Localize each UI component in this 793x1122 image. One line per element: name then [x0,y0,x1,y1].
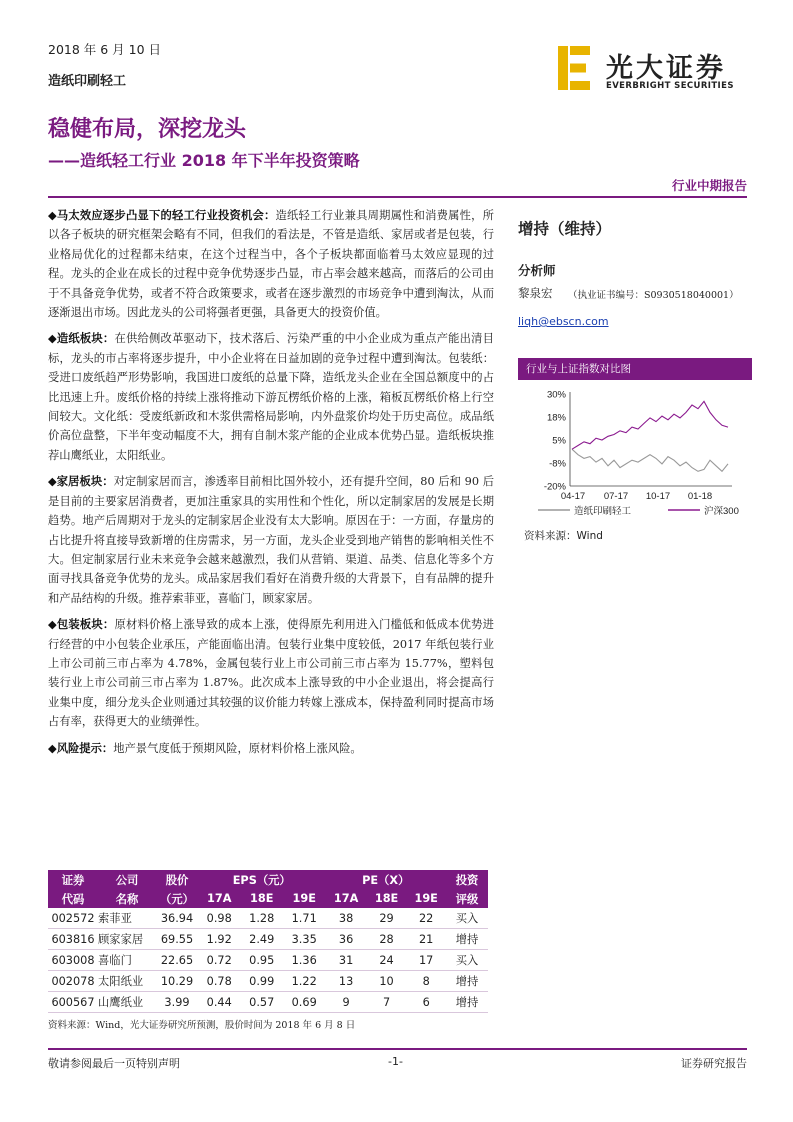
chart-legend-label: 造纸印刷轻工 [574,506,632,517]
cell-pe-18e: 29 [367,908,407,929]
th-pe: PE（X） [325,870,446,889]
cell-pe-18e: 7 [367,992,407,1013]
cell-eps-17a: 0.72 [198,950,240,971]
cell-eps-19e: 1.36 [283,950,325,971]
th-code: 证券 [48,870,98,889]
th-price-2: （元） [156,889,198,908]
sector-label: 造纸印刷轻工 [48,74,127,89]
cell-price: 3.99 [156,992,198,1013]
section-furniture [48,472,494,608]
cell-price: 22.65 [156,950,198,971]
chart-y-tick-label: -20% [543,481,566,493]
cell-eps-19e: 1.71 [283,908,325,929]
section-text: 在供给侧改革驱动下，技术落后、污染严重的中小企业成为重点产能出清目标，龙头的市占率将逐步提升，中小企业将在日益加剧的竞争过程中遭到淘汰。包装纸：受进口废纸趋严形势影响，我国进口废纸的总量下降，造纸龙头企业在全国总额度中的占比迅速上升。废纸价格的持续上涨将推动下游瓦楞纸价格的上涨，箱板瓦楞纸价格上行空间较大。文化纸：受废纸新政和木浆供需格局影响，内外盘浆价均处于历史高位。成品纸价高位盘整，下半年变动幅度不大，拥有自制木浆产能的企业成本优势凸显。造纸板块推荐山鹰纸业，太阳纸业。 [48,332,494,462]
th-pe-17a: 17A [325,889,366,908]
section-heading: ◆家居板块： [48,474,114,489]
report-type: 行业中期报告 [671,178,747,193]
chart-y-tick-label: 5% [552,435,566,447]
cell-pe-17a: 9 [325,992,366,1013]
th-rating: 投资 [446,870,488,889]
cell-rating: 增持 [446,971,488,992]
th-eps: EPS（元） [198,870,325,889]
logo-en: EVERBRIGHT SECURITIES [606,81,734,91]
page-title: 稳健布局，深挖龙头 [48,117,247,142]
main-column [48,206,494,758]
table-row [48,992,488,1013]
th-price: 股价 [156,870,198,889]
th-pe-18e: 18E [367,889,407,908]
header-divider [48,196,747,198]
section-risk [48,739,494,758]
cell-company: 顾家家居 [98,929,156,950]
chart-x-tick-label: 04-17 [560,491,586,502]
logo [558,46,758,96]
cell-code: 603008 [48,950,98,971]
cell-pe-19e: 22 [406,908,446,929]
chart-x-tick-label: 01-18 [687,491,713,502]
cell-eps-18e: 0.99 [240,971,282,992]
th-eps-17a: 17A [198,889,240,908]
cell-rating: 买入 [446,908,488,929]
cell-pe-19e: 8 [406,971,446,992]
cell-company: 喜临门 [98,950,156,971]
chart-y-tick-label: 18% [546,412,566,424]
cell-eps-19e: 1.22 [283,971,325,992]
cell-company: 山鹰纸业 [98,992,156,1013]
th-company-2: 名称 [98,889,156,908]
section-heading: ◆包装板块： [48,617,115,632]
analyst-email[interactable]: liqh@ebscn.com [518,315,609,328]
footer-divider [48,1048,747,1050]
chart-source: 资料来源：Wind [524,530,603,542]
cell-eps-18e: 0.57 [240,992,282,1013]
cell-eps-18e: 1.28 [240,908,282,929]
cell-price: 69.55 [156,929,198,950]
everbright-logo-icon [558,46,592,90]
cell-eps-18e: 2.49 [240,929,282,950]
section-paper [48,329,494,465]
th-code-2: 代码 [48,889,98,908]
th-eps-19e: 19E [283,889,325,908]
cell-price: 36.94 [156,908,198,929]
footer-disclaimer: 敬请参阅最后一页特别声明 [48,1057,180,1070]
cell-eps-17a: 0.98 [198,908,240,929]
analyst-label: 分析师 [518,263,556,278]
cell-eps-17a: 1.92 [198,929,240,950]
stock-table-wrap [48,870,488,1031]
section-heading: ◆风险提示： [48,740,114,755]
chart-title: 行业与上证指数对比图 [518,358,752,380]
cell-pe-19e: 21 [406,929,446,950]
cell-pe-19e: 17 [406,950,446,971]
section-heading: ◆马太效应逐步凸显下的轻工行业投资机会： [48,208,276,222]
cell-rating: 增持 [446,929,488,950]
cell-code: 002078 [48,971,98,992]
report-date: 2018 年 6 月 10 日 [48,42,162,57]
chart-x-tick-label: 07-17 [603,491,629,502]
cell-pe-17a: 36 [325,929,366,950]
th-pe-19e: 19E [406,889,446,908]
cell-company: 索菲亚 [98,908,156,929]
section-text: 原材料价格上涨导致的成本上涨，使得原先利用进入门槛低和低成本优势进行经营的中小包装企业承压，产能面临出清。包装行业集中度较低，2017 年纸包装行业上市公司前三市占率为 4.78%，金属包装行业上市公司前三市占率为 15.77%，塑料包装行业上市公司前三市占率为 1.87%。此次成本上涨导致的中小企业退出，将会提高行业集中度，细分龙头企业则通过其较强的议价能力转嫁上涨成本，保持盈利同时提高市场占有率，获得更大的业绩弹性。 [48,618,494,729]
footer-label: 证券研究报告 [681,1057,747,1070]
section-packaging [48,615,494,731]
table-row [48,971,488,992]
table-source: 资料来源：Wind，光大证券研究所预测，股价时间为 2018 年 6 月 8 日 [48,1020,356,1031]
section-text: 地产景气度低于预期风险，原材料价格上涨风险。 [113,741,362,755]
chart-y-tick-label: -8% [549,458,566,470]
cell-eps-17a: 0.78 [198,971,240,992]
cell-eps-17a: 0.44 [198,992,240,1013]
cell-price: 10.29 [156,971,198,992]
cell-eps-19e: 0.69 [283,992,325,1013]
table-row [48,908,488,929]
th-company: 公司 [98,870,156,889]
analyst-license: （执业证书编号：S0930518040001） [568,290,739,301]
chart-x-tick-label: 10-17 [645,491,671,502]
cell-pe-17a: 38 [325,908,366,929]
cell-pe-18e: 28 [367,929,407,950]
table-row [48,929,488,950]
page-subtitle: ——造纸轻工行业 2018 年下半年投资策略 [48,151,360,170]
logo-cn: 光大证券 [606,53,726,84]
index-comparison-chart [518,382,746,522]
cell-rating: 买入 [446,950,488,971]
section-text: 造纸轻工行业兼具周期属性和消费属性，所以各子板块的研究框架会略有不同，但我们的看法是，不管是造纸、家居或者是包装，行业格局优化的过程都未结束，在这个过程当中，各个子板块都面临着马太效应显现的过程。龙头的企业在成长的过程中竞争优势逐步凸显，市占率会越来越高，而落后的公司由于不具备竞争优势，或者不符合政策要求，或者在逐步激烈的市场竞争中遭到淘汰，从而逐渐退出市场。因此龙头的公司将强者更强，具备更大的投资价值。 [48,209,494,320]
cell-code: 600567 [48,992,98,1013]
cell-pe-18e: 10 [367,971,407,992]
cell-code: 002572 [48,908,98,929]
cell-pe-19e: 6 [406,992,446,1013]
rating: 增持（维持） [518,220,612,238]
cell-pe-17a: 13 [325,971,366,992]
cell-code: 603816 [48,929,98,950]
chart-y-tick-label: 30% [546,389,566,401]
cell-pe-17a: 31 [325,950,366,971]
section-text: 对定制家居而言，渗透率目前相比国外较小，还有提升空间，80 后和 90 后是目前的主要家居消费者，更加注重家具的实用性和个性化，所以定制家居的发展是长期趋势。地产后周期对于龙头的定制家居企业没有太大影响。原因在于：一方面，存量房的占比提升将直接导致新增的住房需求，另一方面，龙头企业受到地产销售的影响相关性不大。但定制家居行业未来竞争会越来越激烈，我们从营销、渠道、品类、信息化等多个方面寻找具备竞争优势的龙头。成品家居我们看好在消费升级的大背景下，自有品牌的提升和产品结构的升级。推荐索菲亚，喜临门，顾家家居。 [48,475,494,605]
cell-eps-18e: 0.95 [240,950,282,971]
chart-legend-label: 沪深300 [704,506,739,517]
chart-series-line [572,401,728,449]
cell-eps-19e: 3.35 [283,929,325,950]
section-market-effect [48,206,494,322]
stock-table [48,870,488,1013]
analyst-name: 黎泉宏 [518,286,553,300]
chart-series-line [572,449,728,471]
cell-rating: 增持 [446,992,488,1013]
cell-company: 太阳纸业 [98,971,156,992]
page-number: -1- [388,1055,403,1068]
th-eps-18e: 18E [240,889,282,908]
th-rating-2: 评级 [446,889,488,908]
cell-pe-18e: 24 [367,950,407,971]
section-heading: ◆造纸板块： [48,331,115,346]
table-row [48,950,488,971]
